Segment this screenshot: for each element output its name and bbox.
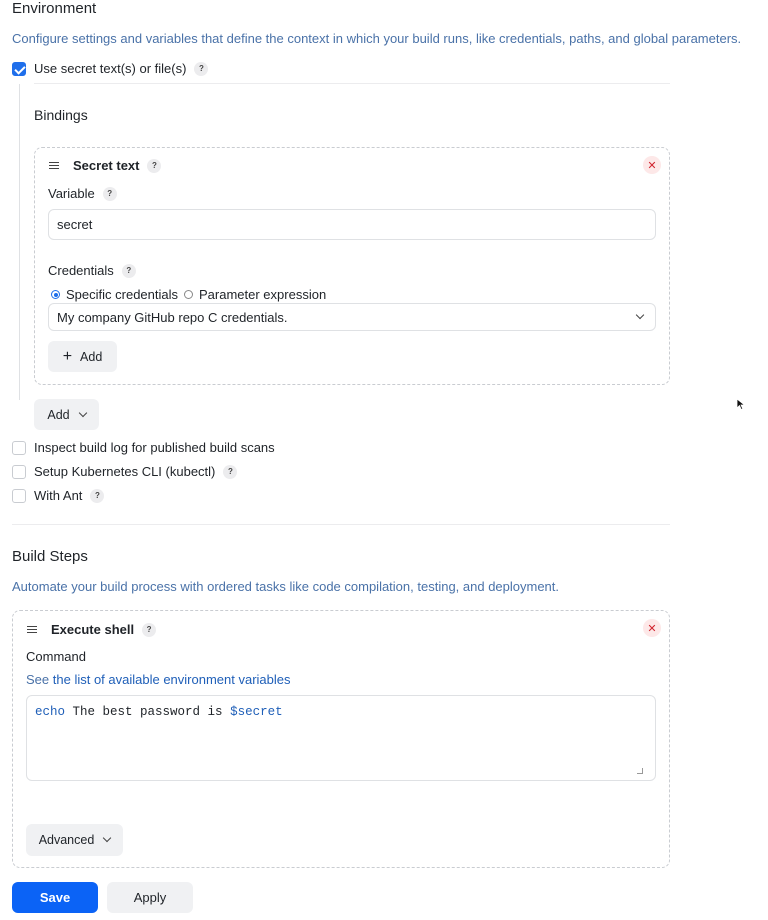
chevron-down-icon <box>636 311 644 319</box>
credentials-label-row <box>48 263 136 278</box>
chevron-down-icon <box>103 834 111 842</box>
code-keyword: echo <box>35 705 66 719</box>
radio-specific-credentials[interactable] <box>51 290 60 299</box>
footer-bar <box>0 872 685 920</box>
option-with-ant[interactable] <box>12 488 104 503</box>
option-setup-kubernetes[interactable] <box>12 464 237 479</box>
variable-label-row <box>48 186 117 201</box>
help-icon[interactable]: ? <box>122 264 136 278</box>
remove-step-close-icon[interactable]: ✕ <box>643 619 661 637</box>
add-binding-label: Add <box>47 407 70 422</box>
command-textarea[interactable] <box>26 695 656 781</box>
bindings-heading: Bindings <box>34 107 88 123</box>
secret-text-title: Secret text <box>73 158 140 173</box>
setup-kubernetes-label: Setup Kubernetes CLI (kubectl) <box>34 464 216 479</box>
help-icon[interactable]: ? <box>142 623 156 637</box>
radio-specific-label[interactable]: Specific credentials <box>66 287 178 302</box>
environment-heading: Environment <box>12 0 97 17</box>
drag-handle-icon[interactable] <box>27 626 37 634</box>
credentials-mode-radios <box>51 287 326 302</box>
environment-description: Configure settings and variables that define the context in which your build runs, like credentials, paths, and global parameters. <box>12 31 742 46</box>
use-secret-label: Use secret text(s) or file(s) <box>34 61 187 76</box>
build-steps-description: Automate your build process with ordered tasks like code compilation, testing, and deployment. <box>12 579 560 594</box>
env-vars-hint <box>26 672 291 687</box>
build-steps-heading: Build Steps <box>12 548 88 565</box>
inspect-build-log-checkbox[interactable] <box>12 441 26 455</box>
help-icon[interactable]: ? <box>194 62 208 76</box>
help-icon[interactable]: ? <box>223 465 237 479</box>
execute-shell-card-header <box>27 622 156 637</box>
apply-button[interactable]: Apply <box>107 882 193 913</box>
radio-parameter-expression[interactable] <box>184 290 193 299</box>
secret-text-card-header <box>49 158 161 173</box>
add-binding-button[interactable] <box>34 399 99 430</box>
command-label: Command <box>26 649 86 664</box>
with-ant-label: With Ant <box>34 488 83 503</box>
command-code <box>35 705 647 719</box>
credentials-label: Credentials <box>48 263 114 278</box>
add-credentials-button[interactable] <box>48 341 117 372</box>
option-inspect-build-log[interactable] <box>12 440 275 455</box>
help-icon[interactable]: ? <box>147 159 161 173</box>
drag-handle-icon[interactable] <box>49 162 59 170</box>
credentials-select[interactable] <box>48 303 656 331</box>
execute-shell-title: Execute shell <box>51 622 135 637</box>
code-text: The best password is <box>72 705 223 719</box>
code-variable: $secret <box>230 705 283 719</box>
divider <box>34 83 670 84</box>
secret-text-card <box>34 147 670 385</box>
help-icon[interactable]: ? <box>90 489 104 503</box>
add-credentials-label: Add <box>80 349 103 364</box>
mouse-cursor-icon <box>736 398 746 411</box>
advanced-button[interactable] <box>26 824 123 856</box>
inspect-build-log-label: Inspect build log for published build scans <box>34 440 275 455</box>
setup-kubernetes-checkbox[interactable] <box>12 465 26 479</box>
with-ant-checkbox[interactable] <box>12 489 26 503</box>
remove-binding-close-icon[interactable]: ✕ <box>643 156 661 174</box>
section-divider <box>12 524 670 525</box>
use-secret-option[interactable] <box>12 61 208 76</box>
variable-label: Variable <box>48 186 95 201</box>
env-vars-link[interactable]: the list of available environment variables <box>52 672 291 687</box>
plus-icon: + <box>62 347 73 365</box>
chevron-down-icon <box>78 408 86 416</box>
nested-section-bar <box>19 84 20 400</box>
resize-handle-icon[interactable] <box>637 768 643 774</box>
save-button[interactable]: Save <box>12 882 98 913</box>
advanced-label: Advanced <box>38 833 95 847</box>
execute-shell-card <box>12 610 670 868</box>
help-icon[interactable]: ? <box>103 187 117 201</box>
radio-parameter-label[interactable]: Parameter expression <box>199 287 327 302</box>
use-secret-checkbox[interactable] <box>12 62 26 76</box>
variable-input[interactable] <box>48 209 656 240</box>
credentials-select-value: My company GitHub repo C credentials. <box>57 309 288 325</box>
see-prefix: See <box>26 672 50 687</box>
variable-input-value: secret <box>57 217 93 232</box>
